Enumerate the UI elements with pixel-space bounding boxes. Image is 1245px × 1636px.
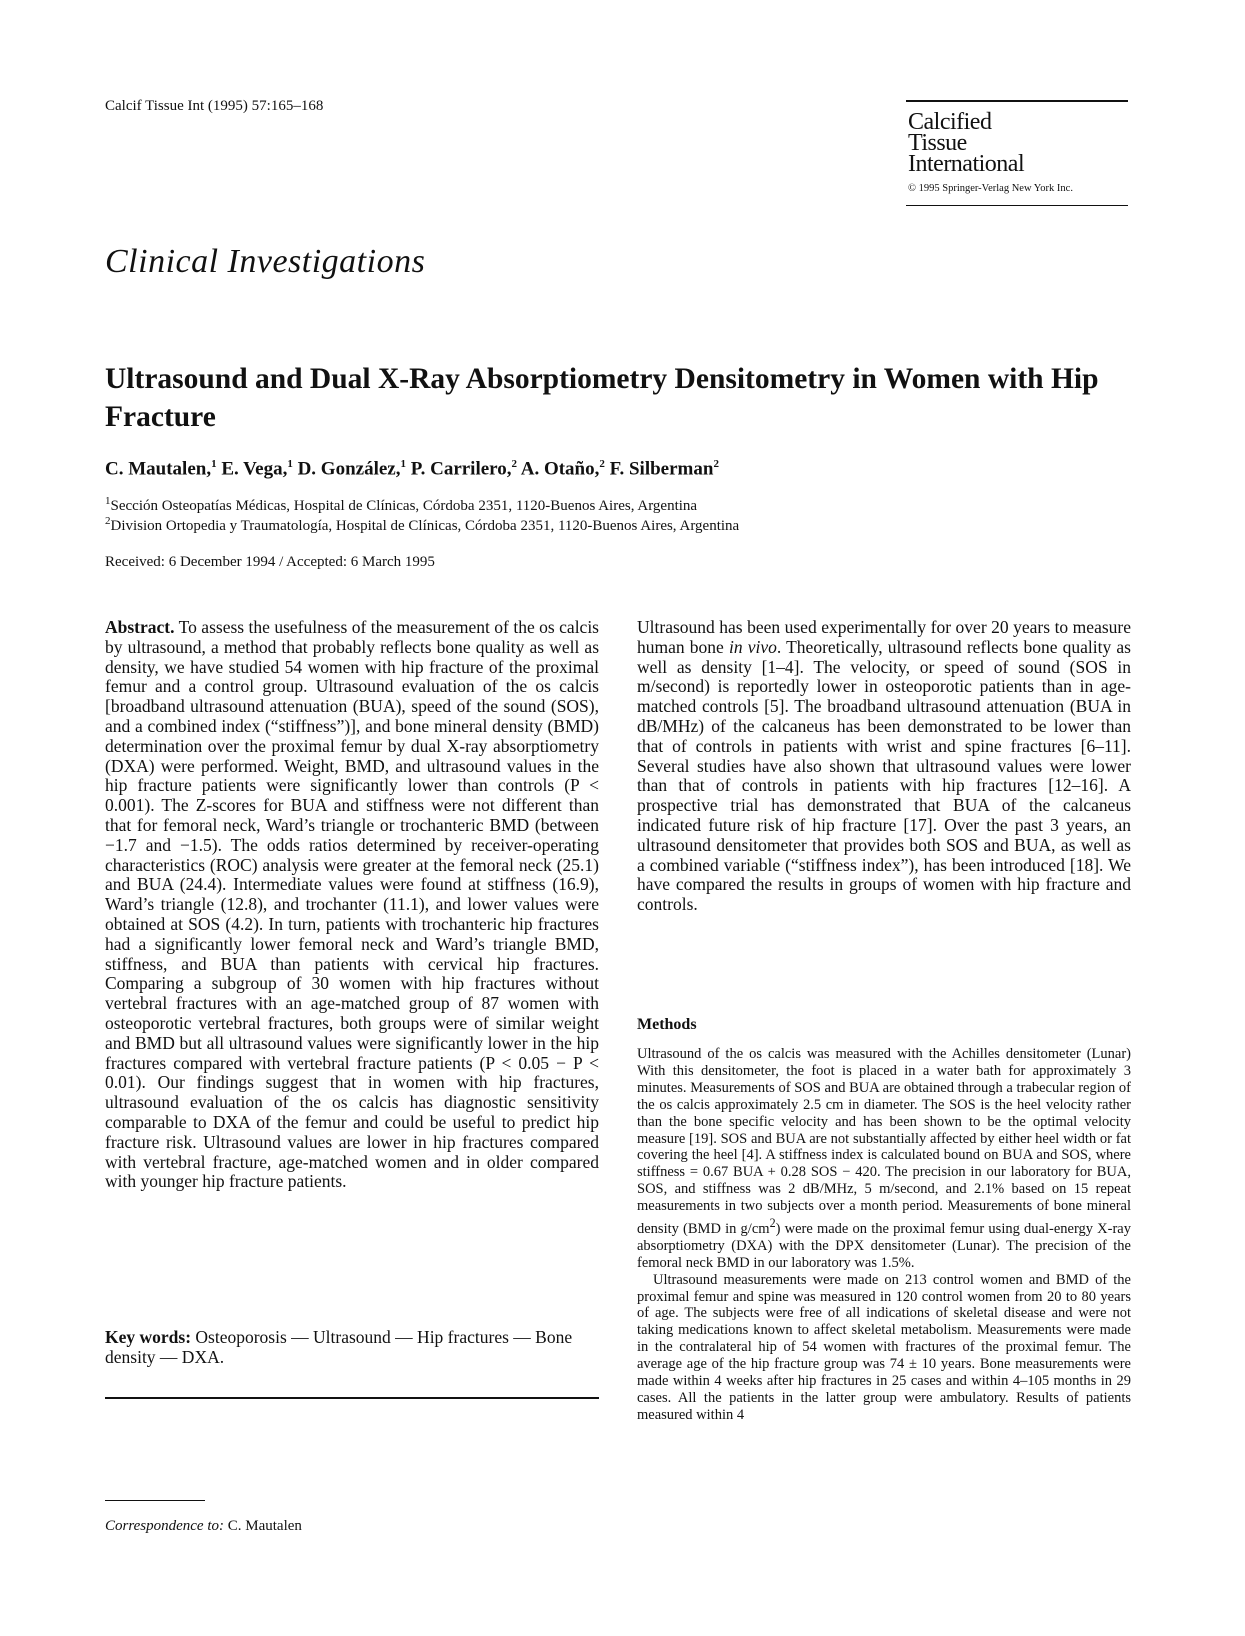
keywords-label: Key words:	[105, 1327, 192, 1347]
author-list	[105, 458, 719, 480]
methods-text: ) were made on the proximal femur using dual-energy X-ray absorptiometry (DXA) with the DPX densitometer (Lunar). The precision of the femoral neck BMD in our laboratory was 1.5%.	[637, 1220, 1131, 1271]
methods-superscript: 2	[769, 1216, 776, 1231]
abstract-divider	[105, 1397, 599, 1399]
author-affiliation-mark: 2	[599, 458, 605, 470]
methods-heading: Methods	[637, 1016, 697, 1033]
keywords-text: Osteoporosis — Ultrasound — Hip fractures — Bone density — DXA.	[105, 1327, 573, 1367]
methods-paragraph: Ultrasound measurements were made on 213 control women and BMD of the proximal femur and spine was measured in 120 control women from 20 to 80 years of age. The subjects were free of all indications of skeletal disease and were not taking medications known to affect skeletal metabolism. Measurements were made in the contralateral hip of 54 women with fractures of the proximal femur. The average age of the hip fracture group was 74 ± 10 years. Bone measurements were made within 4 weeks after hip fractures in 25 cases and within 4–105 months in 29 cases. All the patients in the latter group were ambulatory. Results of patients measured within 4	[637, 1271, 1131, 1423]
journal-logo	[906, 108, 1128, 177]
journal-copyright: © 1995 Springer-Verlag New York Inc.	[908, 182, 1073, 194]
introduction-paragraph	[637, 618, 1131, 915]
article-title: Ultrasound and Dual X-Ray Absorptiometry Densitometry in Women with Hip Fracture	[105, 363, 1099, 433]
author-affiliation-mark: 1	[287, 458, 293, 470]
correspondence-name: C. Mautalen	[227, 1518, 302, 1534]
author-name: A. Otaño,	[520, 458, 600, 480]
author-affiliation-mark: 2	[713, 458, 719, 470]
affiliation	[105, 495, 697, 515]
author-name: C. Mautalen,	[105, 458, 212, 480]
footnote-divider	[105, 1500, 205, 1501]
intro-text: . Theoretically, ultrasound reflects bone quality as well as density [1–4]. The velocity, or speed of sound (SOS in m/second) is reportedly lower in osteoporotic patients than in age-matched controls [5]. The broadband ultrasound attenuation (BUA in dB/MHz) of the calcaneus has been demonstrated to be lower than that of controls in patients with wrist and spine fractures [6–11]. Several studies have also shown that ultrasound values were lower than that of controls in patients with hip fractures [12–16]. A prospective trial has demonstrated that BUA of the calcaneus indicated future risk of hip fracture [17]. Over the past 3 years, an ultrasound densitometer that provides both SOS and BUA, as well as a combined variable (“stiffness index”), has been introduced [18]. We have compared the results in groups of women with hip fracture and controls.	[637, 636, 1131, 915]
author-name: D. González,	[297, 458, 401, 480]
keywords	[105, 1327, 599, 1367]
affiliation-mark: 2	[105, 515, 111, 527]
affiliation-text: Division Ortopedia y Traumatología, Hospital de Clínicas, Córdoba 2351, 1120-Buenos Aires, Argentina	[110, 518, 740, 534]
author-affiliation-mark: 1	[211, 458, 217, 470]
author-affiliation-mark: 2	[511, 458, 518, 470]
journal-logo-line: Tissue	[908, 129, 967, 156]
correspondence-label: Correspondence to:	[105, 1518, 225, 1534]
methods-paragraph	[637, 1046, 1131, 1272]
affiliation-text: Sección Osteopatías Médicas, Hospital de Clínicas, Córdoba 2351, 1120-Buenos Aires, Argentina	[110, 498, 698, 514]
abstract-label: Abstract.	[105, 617, 175, 637]
masthead-bottom-rule	[906, 205, 1128, 207]
affiliation	[105, 515, 739, 535]
author-name: P. Carrilero,	[410, 458, 512, 480]
received-accepted-dates: Received: 6 December 1994 / Accepted: 6 March 1995	[105, 554, 435, 570]
intro-text: Ultrasound has been used experimentally for over 20 years to measure human bone	[637, 617, 1131, 657]
section-heading: Clinical Investigations	[105, 243, 426, 280]
author-name: F. Silberman	[609, 458, 714, 480]
abstract-text: To assess the usefulness of the measurement of the os calcis by ultrasound, a method that probably reflects bone quality as well as density, we have studied 54 women with hip fracture of the proximal femur and a control group. Ultrasound evaluation of the os calcis [broadband ultrasound attenuation (BUA), speed of the sound (SOS), and a combined index (“stiffness”)], and bone mineral density (BMD) determination over the proximal femur by dual X-ray absorptiometry (DXA) were performed. Weight, BMD, and ultrasound values in the hip fracture patients were significantly lower than controls (P < 0.001). The Z-scores for BUA and stiffness were not different than that for femoral neck, Ward’s triangle or trochanteric BMD (between −1.7 and −1.5). The odds ratios determined by receiver-operating characteristics (ROC) analysis were greater at the femoral neck (25.1) and BUA (24.4). Intermediate values were found at stiffness (16.9), Ward’s triangle (12.8), and trochanter (11.1), and lower values were obtained at SOS (4.2). In turn, patients with trochanteric hip fractures had a significantly lower femoral neck and Ward’s triangle BMD, stiffness, and BUA than patients with cervical hip fractures. Comparing a subgroup of 30 women with hip fractures without vertebral fractures with an age-matched group of 87 women with osteoporotic vertebral fractures, both groups were of similar weight and BMD but all ultrasound values were significantly lower in the hip fractures compared with vertebral fracture patients (P < 0.05 − P < 0.01). Our findings suggest that in women with hip fractures, ultrasound evaluation of the os calcis has diagnostic sensitivity comparable to DXA of the femur and could be useful to predict hip fracture risk. Ultrasound values are lower in hip fractures compared with vertebral fracture, age-matched women and in older compared with younger hip fracture patients.	[105, 617, 599, 1192]
journal-citation: Calcif Tissue Int (1995) 57:165–168	[105, 98, 324, 114]
correspondence-note	[105, 1518, 302, 1535]
author-name: E. Vega,	[221, 458, 288, 480]
intro-italic: in vivo	[728, 636, 777, 657]
journal-logo-line: Calcified	[908, 108, 992, 135]
abstract	[105, 618, 599, 1192]
methods-text: Ultrasound of the os calcis was measured with the Achilles densitometer (Lunar) With this densitometer, the foot is placed in a water bath for approximately 3 minutes. Measurements of SOS and BUA are obtained through a trabecular region of the os calcis approximately 2.5 cm in diameter. The SOS is the heel velocity rather than the bone specific velocity and has been shown to be the optimal velocity measure [19]. SOS and BUA are not substantially affected by either heel width or fat covering the heel [4]. A stiffness index is calculated bound on BUA and SOS, where stiffness = 0.67 BUA + 0.28 SOS − 420. The precision in our laboratory for BUA, SOS, and stiffness was 2 dB/MHz, 5 m/second, and 2.1% based on 15 repeat measurements in two subjects over a month period. Measurements of bone mineral density (BMD in g/cm	[637, 1046, 1131, 1237]
methods-section	[637, 1046, 1131, 1424]
journal-masthead	[906, 100, 1128, 206]
author-affiliation-mark: 1	[400, 458, 406, 470]
masthead-top-rule	[906, 100, 1128, 102]
affiliation-mark: 1	[105, 495, 111, 507]
journal-logo-line: International	[908, 150, 1025, 177]
